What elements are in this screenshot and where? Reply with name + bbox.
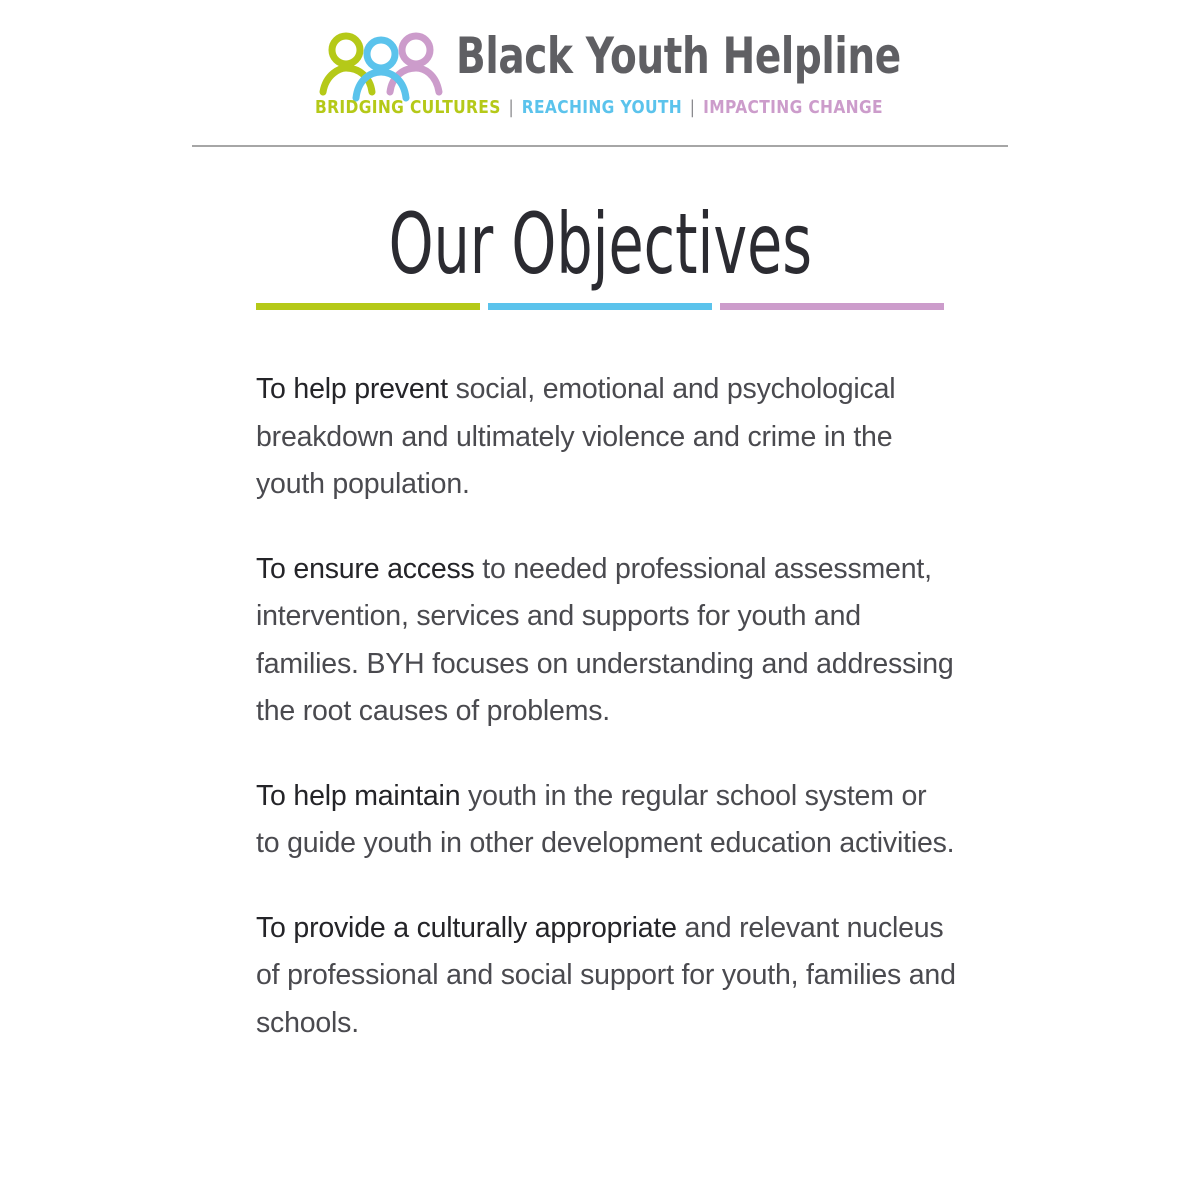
objective-lead: To help maintain — [256, 779, 461, 812]
page-title — [0, 196, 1200, 292]
objective-item — [256, 905, 956, 1048]
tagline-bridging-cultures: BRIDGING CULTURES — [315, 97, 501, 118]
objectives-list — [256, 366, 956, 1084]
color-bar-purple — [720, 303, 944, 310]
objective-item — [256, 546, 956, 736]
tagline — [315, 96, 883, 120]
tagline-separator: | — [508, 97, 515, 118]
tagline-separator: | — [689, 97, 696, 118]
objective-lead: To provide a culturally appropriate — [256, 911, 677, 944]
org-name: Black Youth Helpline — [456, 27, 901, 85]
objective-item — [256, 773, 956, 868]
objective-text: youth in the regular school system or to guide youth in other development education activities. — [256, 779, 955, 859]
color-bars-divider — [256, 303, 944, 310]
objective-item — [256, 366, 956, 509]
tagline-impacting-change: IMPACTING CHANGE — [703, 97, 883, 118]
objective-lead: To ensure access — [256, 552, 475, 585]
objective-lead: To help prevent — [256, 373, 448, 405]
logo — [315, 22, 901, 122]
page-title-text: Our Objectives — [388, 195, 812, 293]
objective-text: and relevant nucleus of professional and social support for youth, families and schools. — [256, 911, 956, 1039]
objective-text: to needed professional assessment, intervention, services and supports for youth and families. BYH focuses on understanding and addressing the root causes of problems. — [256, 552, 954, 727]
tagline-reaching-youth: REACHING YOUTH — [521, 97, 683, 118]
header-divider — [192, 145, 1008, 147]
color-bar-blue — [488, 303, 712, 310]
person-blue — [356, 40, 406, 98]
three-people-icon — [318, 30, 444, 106]
color-bar-green — [256, 303, 480, 310]
objective-text: social, emotional and psychological breakdown and ultimately violence and crime in the youth population. — [256, 373, 896, 500]
